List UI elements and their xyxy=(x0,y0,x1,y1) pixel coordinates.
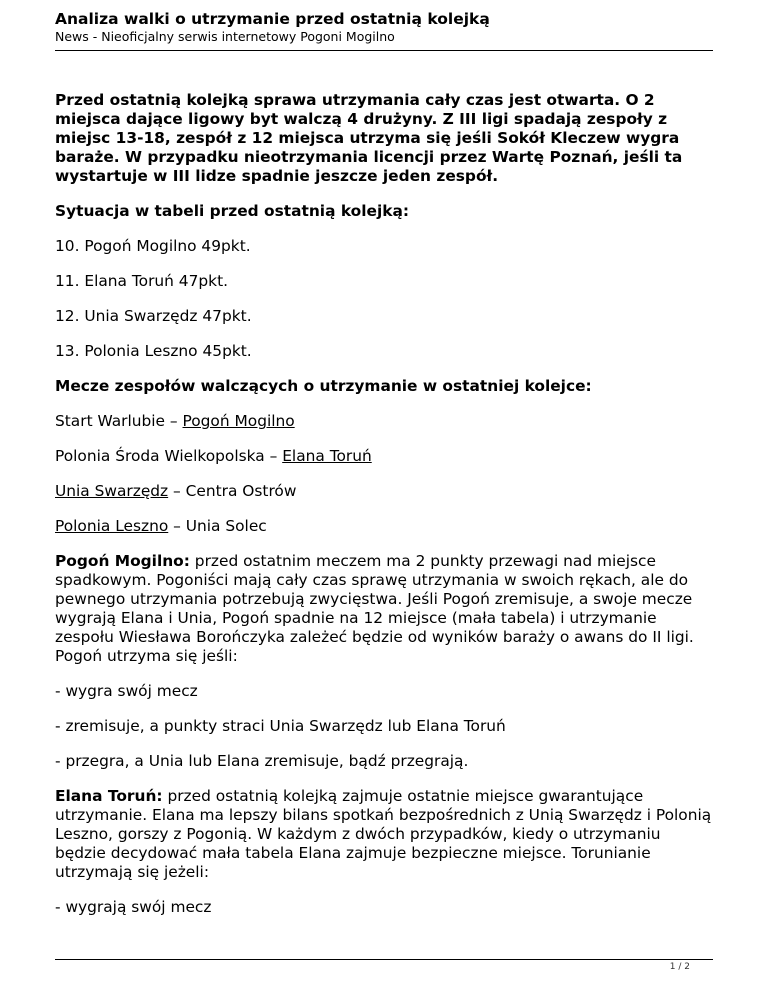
footer-divider xyxy=(55,959,713,960)
match-away-team: Pogoń Mogilno xyxy=(182,412,295,430)
elana-condition: - wygrają swój mecz xyxy=(55,898,212,916)
page-header xyxy=(55,10,713,45)
pogon-condition: - przegra, a Unia lub Elana zremisuje, bądź przegrają. xyxy=(55,752,469,770)
article-body xyxy=(55,91,713,933)
pogon-label: Pogoń Mogilno: xyxy=(55,552,190,570)
pogon-text: przed ostatnim meczem ma 2 punkty przewagi nad miejsce spadkowym. Pogoniści mają cały czas sprawę utrzymania w swoich rękach, ale do pewnego utrzymania potrzebują zwycięstwa. Jeśli Pogoń zremisuje, a swoje mecze wygrają Elana i Unia, Pogoń spadnie na 12 miejsce (mała tabela) i utrzymanie zespołu Wiesława Borończyka zależeć będzie od wyników baraży o awans do II ligi. Pogoń utrzyma się jeśli: xyxy=(55,552,694,665)
pogon-condition: - wygra swój mecz xyxy=(55,682,198,700)
standings-row: 10. Pogoń Mogilno 49pkt. xyxy=(55,237,251,255)
elana-text: przed ostatnią kolejką zajmuje ostatnie miejsce gwarantujące utrzymanie. Elana ma lepszy bilans spotkań bezpośrednich z Unią Swarzędz i Polonią Leszno, gorszy z Pogonią. W każdym z dwóch przypadków, kiedy o utrzymaniu będzie decydować mała tabela Elana zajmuje bezpieczne miejsce. Torunianie utrzymają się jeżeli: xyxy=(55,787,712,881)
standings-heading: Sytuacja w tabeli przed ostatnią kolejką: xyxy=(55,202,409,220)
match-home-team: Polonia Środa Wielkopolska xyxy=(55,447,265,465)
match-row xyxy=(55,447,713,466)
standings-row: 13. Polonia Leszno 45pkt. xyxy=(55,342,252,360)
match-separator: – xyxy=(168,517,186,535)
pogon-analysis xyxy=(55,552,713,666)
matches-heading: Mecze zespołów walczących o utrzymanie w ostatniej kolejce: xyxy=(55,377,592,395)
match-separator: – xyxy=(168,482,186,500)
header-divider xyxy=(55,50,713,51)
match-away-team: Centra Ostrów xyxy=(185,482,297,500)
match-away-team: Unia Solec xyxy=(185,517,267,535)
match-separator: – xyxy=(165,412,183,430)
match-row xyxy=(55,482,713,501)
match-home-team: Unia Swarzędz xyxy=(55,482,169,500)
match-row xyxy=(55,412,713,431)
standings-row: 11. Elana Toruń 47pkt. xyxy=(55,272,229,290)
elana-analysis xyxy=(55,787,713,882)
pogon-condition: - zremisuje, a punkty straci Unia Swarzędz lub Elana Toruń xyxy=(55,717,506,735)
match-away-team: Elana Toruń xyxy=(282,447,372,465)
match-home-team: Polonia Leszno xyxy=(55,517,169,535)
document-subtitle: News - Nieoficjalny serwis internetowy Pogoni Mogilno xyxy=(55,29,395,44)
document-title: Analiza walki o utrzymanie przed ostatnią kolejką xyxy=(55,10,490,28)
standings-row: 12. Unia Swarzędz 47pkt. xyxy=(55,307,252,325)
elana-label: Elana Toruń: xyxy=(55,787,163,805)
match-home-team: Start Warlubie xyxy=(55,412,166,430)
match-row xyxy=(55,517,713,536)
match-separator: – xyxy=(264,447,283,465)
intro-paragraph: Przed ostatnią kolejką sprawa utrzymania cały czas jest otwarta. O 2 miejsca dające ligowy byt walczą 4 drużyny. Z III ligi spadają zespoły z miejsc 13-18, zespół z 12 miejsca utrzyma się jeśli Sokół Kleczew wygra baraże. W przypadku nieotrzymania licencji przez Wartę Poznań, jeśli ta wystartuje w III lidze spadnie jeszcze jeden zespół. xyxy=(55,91,683,185)
page-number: 1 / 2 xyxy=(669,962,690,972)
